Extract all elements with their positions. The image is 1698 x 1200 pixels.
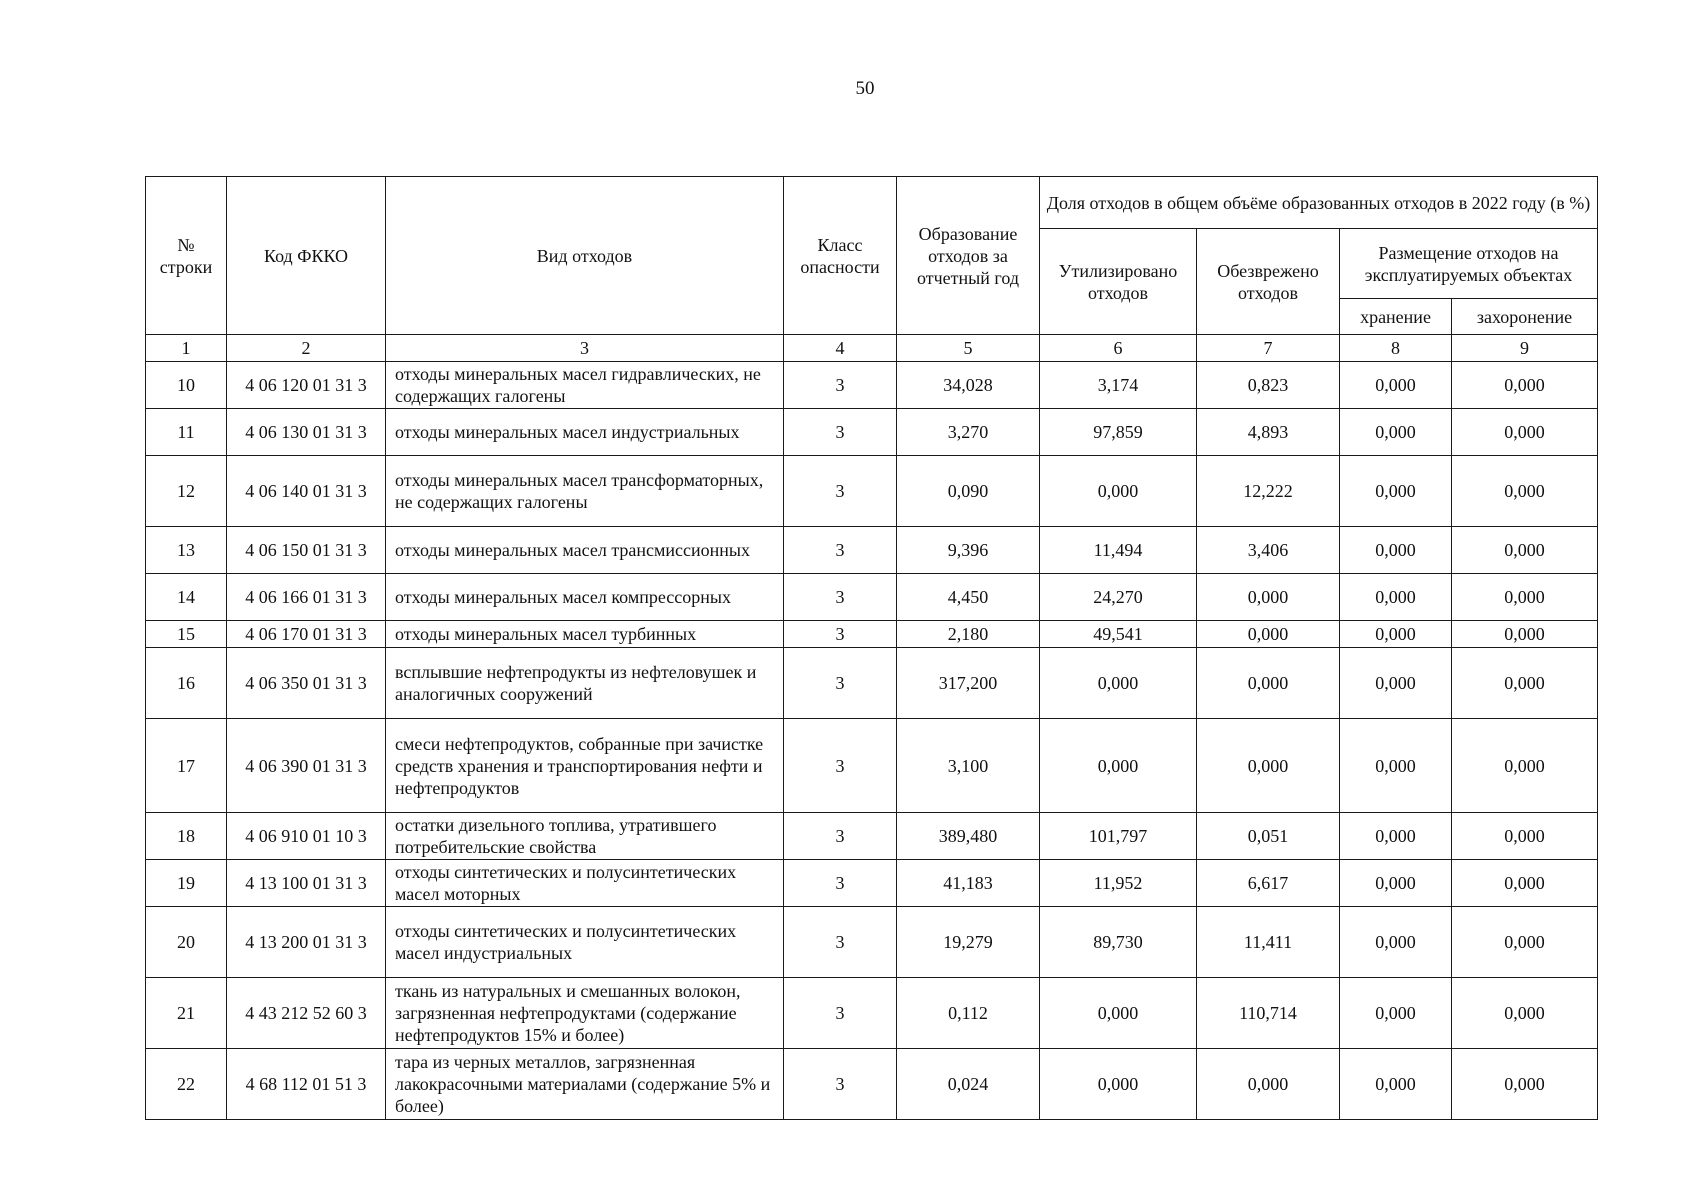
- cell-utilized: 11,494: [1040, 527, 1197, 574]
- cell-storage: 0,000: [1340, 719, 1452, 813]
- cell-utilized: 101,797: [1040, 813, 1197, 860]
- cell-utilized: 0,000: [1040, 978, 1197, 1049]
- column-number: 2: [227, 335, 386, 362]
- cell-utilized: 89,730: [1040, 907, 1197, 978]
- page-number: 50: [855, 78, 875, 99]
- cell-row-no: 10: [146, 362, 227, 409]
- cell-row-no: 16: [146, 648, 227, 719]
- header-storage: хранение: [1340, 299, 1452, 335]
- cell-neutralized: 0,000: [1197, 621, 1340, 648]
- cell-kind: отходы минеральных масел турбинных: [386, 621, 784, 648]
- cell-storage: 0,000: [1340, 907, 1452, 978]
- cell-row-no: 15: [146, 621, 227, 648]
- cell-hazard: 3: [784, 409, 897, 456]
- cell-code: 4 06 166 01 31 3: [227, 574, 386, 621]
- column-number: 9: [1452, 335, 1598, 362]
- cell-code: 4 13 200 01 31 3: [227, 907, 386, 978]
- cell-kind: смеси нефтепродуктов, собранные при зачистке средств хранения и транспортирования нефти и нефтепродуктов: [386, 719, 784, 813]
- cell-hazard: 3: [784, 813, 897, 860]
- column-number: 1: [146, 335, 227, 362]
- cell-burial: 0,000: [1452, 907, 1598, 978]
- table-row: [146, 362, 1598, 409]
- cell-hazard: 3: [784, 860, 897, 907]
- cell-kind: отходы синтетических и полусинтетических масел моторных: [386, 860, 784, 907]
- cell-storage: 0,000: [1340, 648, 1452, 719]
- cell-code: 4 43 212 52 60 3: [227, 978, 386, 1049]
- cell-kind: тара из черных металлов, загрязненная лакокрасочными материалами (содержание 5% и более): [386, 1049, 784, 1120]
- column-number-row: [146, 335, 1598, 362]
- table-row: [146, 621, 1598, 648]
- cell-kind: отходы минеральных масел индустриальных: [386, 409, 784, 456]
- cell-hazard: 3: [784, 527, 897, 574]
- table-row: [146, 907, 1598, 978]
- table-header: [146, 177, 1598, 362]
- cell-burial: 0,000: [1452, 362, 1598, 409]
- cell-row-no: 20: [146, 907, 227, 978]
- cell-generation: 3,100: [897, 719, 1040, 813]
- header-placement: Размещение отходов на эксплуатируемых объектах: [1340, 229, 1598, 299]
- cell-code: 4 06 120 01 31 3: [227, 362, 386, 409]
- waste-table: [145, 176, 1598, 1120]
- cell-code: 4 06 350 01 31 3: [227, 648, 386, 719]
- cell-code: 4 13 100 01 31 3: [227, 860, 386, 907]
- cell-row-no: 17: [146, 719, 227, 813]
- cell-neutralized: 0,823: [1197, 362, 1340, 409]
- cell-generation: 4,450: [897, 574, 1040, 621]
- column-number: 4: [784, 335, 897, 362]
- column-number: 7: [1197, 335, 1340, 362]
- header-utilized: Утилизировано отходов: [1040, 229, 1197, 335]
- cell-storage: 0,000: [1340, 456, 1452, 527]
- cell-burial: 0,000: [1452, 621, 1598, 648]
- cell-hazard: 3: [784, 362, 897, 409]
- cell-burial: 0,000: [1452, 527, 1598, 574]
- cell-utilized: 0,000: [1040, 719, 1197, 813]
- cell-generation: 3,270: [897, 409, 1040, 456]
- header-hazard: Класс опасности: [784, 177, 897, 335]
- table-row: [146, 860, 1598, 907]
- cell-neutralized: 0,000: [1197, 719, 1340, 813]
- cell-neutralized: 0,000: [1197, 648, 1340, 719]
- cell-neutralized: 0,000: [1197, 1049, 1340, 1120]
- cell-neutralized: 0,051: [1197, 813, 1340, 860]
- cell-neutralized: 11,411: [1197, 907, 1340, 978]
- cell-storage: 0,000: [1340, 813, 1452, 860]
- cell-hazard: 3: [784, 978, 897, 1049]
- cell-utilized: 24,270: [1040, 574, 1197, 621]
- cell-burial: 0,000: [1452, 860, 1598, 907]
- cell-row-no: 14: [146, 574, 227, 621]
- cell-generation: 0,112: [897, 978, 1040, 1049]
- cell-burial: 0,000: [1452, 978, 1598, 1049]
- table-row: [146, 1049, 1598, 1120]
- table-row: [146, 648, 1598, 719]
- cell-kind: отходы минеральных масел трансформаторных, не содержащих галогены: [386, 456, 784, 527]
- column-number: 6: [1040, 335, 1197, 362]
- cell-utilized: 3,174: [1040, 362, 1197, 409]
- cell-storage: 0,000: [1340, 621, 1452, 648]
- cell-storage: 0,000: [1340, 1049, 1452, 1120]
- cell-burial: 0,000: [1452, 409, 1598, 456]
- cell-generation: 34,028: [897, 362, 1040, 409]
- cell-burial: 0,000: [1452, 456, 1598, 527]
- cell-hazard: 3: [784, 456, 897, 527]
- cell-neutralized: 0,000: [1197, 574, 1340, 621]
- header-generation: Образование отходов за отчетный год: [897, 177, 1040, 335]
- cell-neutralized: 110,714: [1197, 978, 1340, 1049]
- cell-hazard: 3: [784, 574, 897, 621]
- cell-utilized: 49,541: [1040, 621, 1197, 648]
- cell-kind: отходы минеральных масел компрессорных: [386, 574, 784, 621]
- column-number: 8: [1340, 335, 1452, 362]
- header-row-no: № строки: [146, 177, 227, 335]
- cell-neutralized: 3,406: [1197, 527, 1340, 574]
- cell-burial: 0,000: [1452, 719, 1598, 813]
- column-number: 3: [386, 335, 784, 362]
- cell-generation: 41,183: [897, 860, 1040, 907]
- table-row: [146, 719, 1598, 813]
- cell-storage: 0,000: [1340, 574, 1452, 621]
- column-number: 5: [897, 335, 1040, 362]
- cell-generation: 9,396: [897, 527, 1040, 574]
- cell-hazard: 3: [784, 719, 897, 813]
- header-share-group: Доля отходов в общем объёме образованных отходов в 2022 году (в %): [1040, 177, 1598, 229]
- cell-neutralized: 6,617: [1197, 860, 1340, 907]
- cell-neutralized: 12,222: [1197, 456, 1340, 527]
- cell-hazard: 3: [784, 1049, 897, 1120]
- table-row: [146, 527, 1598, 574]
- cell-burial: 0,000: [1452, 574, 1598, 621]
- cell-utilized: 0,000: [1040, 648, 1197, 719]
- header-neutralized: Обезврежено отходов: [1197, 229, 1340, 335]
- cell-row-no: 12: [146, 456, 227, 527]
- header-burial: захоронение: [1452, 299, 1598, 335]
- cell-utilized: 11,952: [1040, 860, 1197, 907]
- cell-code: 4 06 910 01 10 3: [227, 813, 386, 860]
- header-code: Код ФККО: [227, 177, 386, 335]
- cell-storage: 0,000: [1340, 362, 1452, 409]
- cell-code: 4 68 112 01 51 3: [227, 1049, 386, 1120]
- cell-code: 4 06 170 01 31 3: [227, 621, 386, 648]
- cell-hazard: 3: [784, 621, 897, 648]
- cell-generation: 2,180: [897, 621, 1040, 648]
- cell-storage: 0,000: [1340, 527, 1452, 574]
- cell-kind: отходы синтетических и полусинтетических масел индустриальных: [386, 907, 784, 978]
- cell-burial: 0,000: [1452, 1049, 1598, 1120]
- cell-generation: 0,024: [897, 1049, 1040, 1120]
- cell-kind: ткань из натуральных и смешанных волокон, загрязненная нефтепродуктами (содержание нефтепродуктов 15% и более): [386, 978, 784, 1049]
- cell-code: 4 06 390 01 31 3: [227, 719, 386, 813]
- table-row: [146, 456, 1598, 527]
- table-row: [146, 978, 1598, 1049]
- cell-code: 4 06 140 01 31 3: [227, 456, 386, 527]
- cell-hazard: 3: [784, 907, 897, 978]
- cell-utilized: 97,859: [1040, 409, 1197, 456]
- table-row: [146, 574, 1598, 621]
- cell-utilized: 0,000: [1040, 1049, 1197, 1120]
- cell-row-no: 21: [146, 978, 227, 1049]
- table-row: [146, 409, 1598, 456]
- cell-generation: 389,480: [897, 813, 1040, 860]
- cell-generation: 317,200: [897, 648, 1040, 719]
- header-kind: Вид отходов: [386, 177, 784, 335]
- cell-storage: 0,000: [1340, 860, 1452, 907]
- cell-kind: отходы минеральных масел трансмиссионных: [386, 527, 784, 574]
- cell-kind: остатки дизельного топлива, утратившего потребительские свойства: [386, 813, 784, 860]
- cell-code: 4 06 150 01 31 3: [227, 527, 386, 574]
- cell-code: 4 06 130 01 31 3: [227, 409, 386, 456]
- table-body: [146, 362, 1598, 1120]
- cell-burial: 0,000: [1452, 648, 1598, 719]
- cell-generation: 19,279: [897, 907, 1040, 978]
- cell-kind: всплывшие нефтепродукты из нефтеловушек и аналогичных сооружений: [386, 648, 784, 719]
- cell-row-no: 22: [146, 1049, 227, 1120]
- cell-row-no: 13: [146, 527, 227, 574]
- cell-kind: отходы минеральных масел гидравлических, не содержащих галогены: [386, 362, 784, 409]
- cell-storage: 0,000: [1340, 978, 1452, 1049]
- table-row: [146, 813, 1598, 860]
- cell-row-no: 18: [146, 813, 227, 860]
- cell-neutralized: 4,893: [1197, 409, 1340, 456]
- cell-generation: 0,090: [897, 456, 1040, 527]
- cell-utilized: 0,000: [1040, 456, 1197, 527]
- cell-row-no: 19: [146, 860, 227, 907]
- cell-row-no: 11: [146, 409, 227, 456]
- cell-hazard: 3: [784, 648, 897, 719]
- cell-storage: 0,000: [1340, 409, 1452, 456]
- cell-burial: 0,000: [1452, 813, 1598, 860]
